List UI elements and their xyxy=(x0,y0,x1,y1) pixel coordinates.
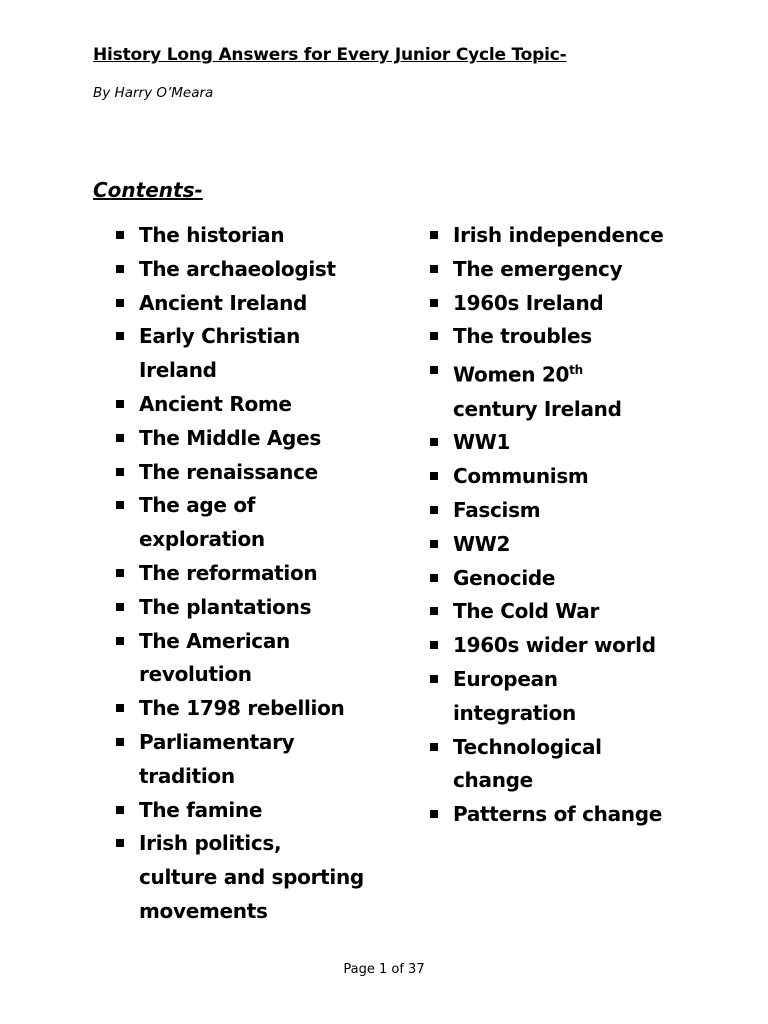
square-bullet-icon xyxy=(430,265,438,273)
square-bullet-icon xyxy=(430,231,438,239)
contents-list-left xyxy=(116,219,396,929)
square-bullet-icon xyxy=(116,637,124,645)
square-bullet-icon xyxy=(116,738,124,746)
contents-item: The age of exploration xyxy=(116,489,396,557)
square-bullet-icon xyxy=(430,366,438,374)
square-bullet-icon xyxy=(430,607,438,615)
contents-item: Early Christian Ireland xyxy=(116,320,396,388)
contents-item: WW2 xyxy=(430,528,760,562)
contents-item: Communism xyxy=(430,460,760,494)
square-bullet-icon xyxy=(430,299,438,307)
square-bullet-icon xyxy=(430,743,438,751)
contents-item: The historian xyxy=(116,219,396,253)
square-bullet-icon xyxy=(430,810,438,818)
contents-item: The famine xyxy=(116,794,396,828)
contents-item: European integration xyxy=(430,663,760,731)
contents-item: The American revolution xyxy=(116,625,396,693)
square-bullet-icon xyxy=(430,675,438,683)
contents-item: Fascism xyxy=(430,494,760,528)
page-number: Page 1 of 37 xyxy=(343,962,425,977)
contents-item: Patterns of change xyxy=(430,798,760,832)
square-bullet-icon xyxy=(116,839,124,847)
contents-item: WW1 xyxy=(430,426,760,460)
square-bullet-icon xyxy=(116,704,124,712)
square-bullet-icon xyxy=(430,506,438,514)
square-bullet-icon xyxy=(116,569,124,577)
contents-item: Ancient Rome xyxy=(116,388,396,422)
square-bullet-icon xyxy=(430,472,438,480)
contents-item: The archaeologist xyxy=(116,253,396,287)
square-bullet-icon xyxy=(430,540,438,548)
contents-item: Parliamentary tradition xyxy=(116,726,396,794)
square-bullet-icon xyxy=(116,299,124,307)
square-bullet-icon xyxy=(116,265,124,273)
contents-item: The 1798 rebellion xyxy=(116,692,396,726)
author-byline: By Harry O’Meara xyxy=(93,85,214,101)
square-bullet-icon xyxy=(116,501,124,509)
square-bullet-icon xyxy=(430,574,438,582)
document-title: History Long Answers for Every Junior Cycle Topic- xyxy=(93,45,567,65)
contents-heading: Contents- xyxy=(93,178,203,202)
square-bullet-icon xyxy=(116,806,124,814)
contents-item: 1960s Ireland xyxy=(430,287,760,321)
contents-item: Irish independence xyxy=(430,219,760,253)
contents-item: The emergency xyxy=(430,253,760,287)
square-bullet-icon xyxy=(430,438,438,446)
contents-item: The Middle Ages xyxy=(116,422,396,456)
contents-item: The renaissance xyxy=(116,456,396,490)
contents-item: The troubles xyxy=(430,320,760,354)
contents-item: Technological change xyxy=(430,731,760,799)
square-bullet-icon xyxy=(116,400,124,408)
contents-item: Ancient Ireland xyxy=(116,287,396,321)
contents-item: The plantations xyxy=(116,591,396,625)
square-bullet-icon xyxy=(430,641,438,649)
contents-item: 1960s wider world xyxy=(430,629,760,663)
square-bullet-icon xyxy=(116,332,124,340)
contents-list-right xyxy=(430,219,760,832)
contents-item: The Cold War xyxy=(430,595,760,629)
square-bullet-icon xyxy=(116,434,124,442)
square-bullet-icon xyxy=(116,603,124,611)
contents-item: Genocide xyxy=(430,562,760,596)
square-bullet-icon xyxy=(116,231,124,239)
square-bullet-icon xyxy=(430,332,438,340)
contents-item: The reformation xyxy=(116,557,396,591)
square-bullet-icon xyxy=(116,468,124,476)
contents-item: Irish politics, culture and sporting movements xyxy=(116,827,396,928)
contents-item: Women 20th century Ireland xyxy=(430,354,760,426)
